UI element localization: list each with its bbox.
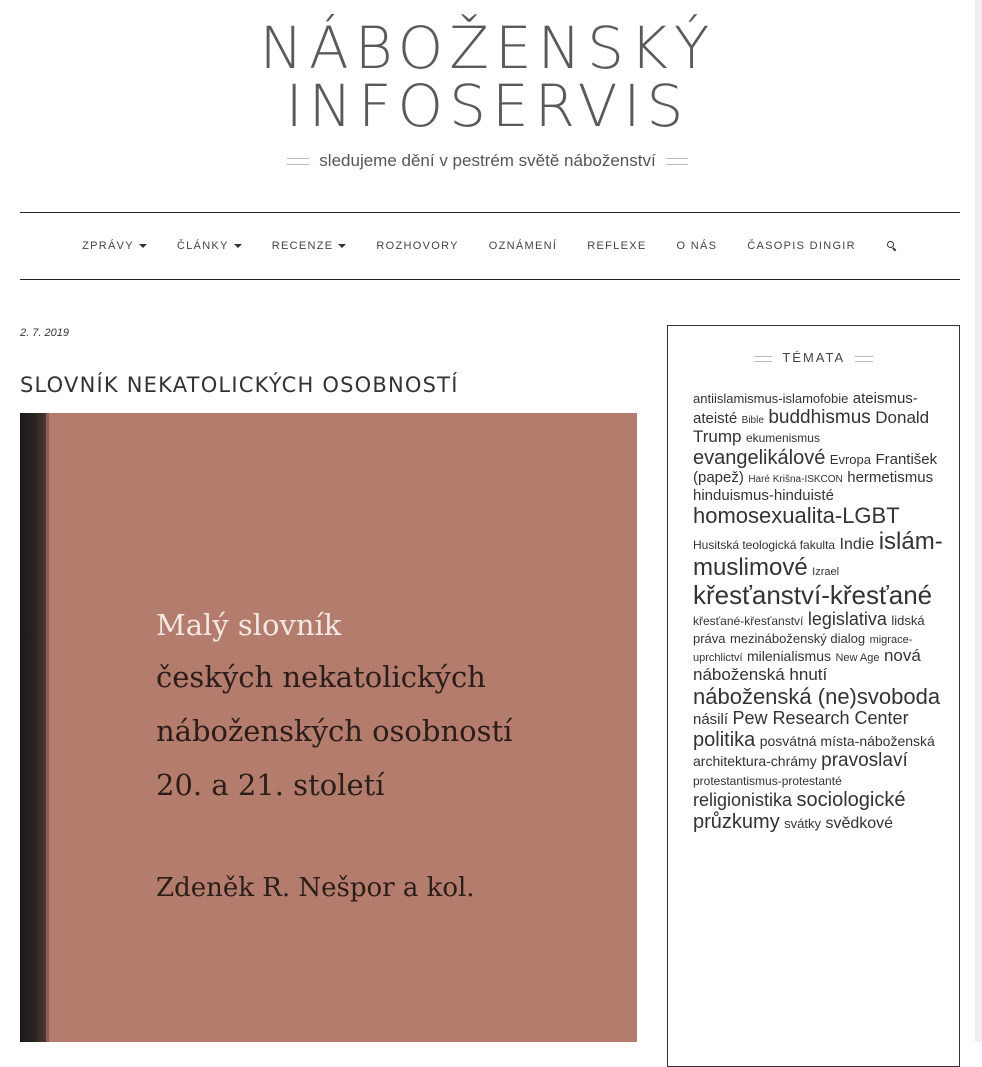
tag-link[interactable]: lidská práva xyxy=(693,612,925,646)
tag-link[interactable]: ateismus-ateisté xyxy=(693,390,918,427)
search-icon xyxy=(886,240,898,252)
tag-link[interactable]: násilí xyxy=(693,710,729,728)
site-title-line1[interactable]: NÁBOŽENSKÝ xyxy=(259,14,716,82)
tag-link[interactable]: křesťané-křesťanství xyxy=(693,613,804,628)
site-title-line2[interactable]: INFOSERVIS xyxy=(285,72,690,140)
tag-link[interactable]: Evropa xyxy=(829,452,871,468)
tag-link[interactable]: legislativa xyxy=(807,608,887,629)
nav-item-clanky[interactable] xyxy=(177,240,242,252)
nav-item-recenze[interactable] xyxy=(272,240,347,252)
tag-link[interactable]: svátky xyxy=(784,816,821,832)
tag-link[interactable]: mezináboženský dialog xyxy=(729,630,866,646)
cover-title-line1: Malý slovník xyxy=(156,608,342,642)
nav-item-label: ČLÁNKY xyxy=(176,240,229,252)
tag-link[interactable]: pravoslaví xyxy=(821,749,908,771)
tag-link[interactable]: evangelikálové xyxy=(693,447,826,470)
tag-link[interactable]: Haré Krišna-ISKCON xyxy=(748,474,843,486)
tag-link[interactable]: Bible xyxy=(741,414,764,426)
heading-decoration-right xyxy=(855,356,873,362)
site-tagline xyxy=(0,151,975,171)
cover-author: Zdeněk R. Nešpor a kol. xyxy=(156,873,475,903)
tag-link[interactable]: milenialismus xyxy=(746,648,832,665)
tag-link[interactable]: sociologické průzkumy xyxy=(693,789,906,834)
tag-link[interactable]: Indie xyxy=(839,535,875,553)
tag-link[interactable]: religionistika xyxy=(693,790,793,811)
tagline-text: sledujeme dění v pestrém světě náboženství xyxy=(319,151,656,170)
sidebar-topics-widget xyxy=(667,325,960,1067)
tag-link[interactable]: protestantismus-protestanté xyxy=(693,773,842,788)
tag-link[interactable]: antiislamismus-islamofobie xyxy=(693,391,849,406)
tag-link[interactable]: náboženská (ne)svoboda xyxy=(693,683,941,709)
tag-link[interactable]: hermetismus xyxy=(847,469,934,487)
tag-link[interactable]: Donald Trump xyxy=(693,407,930,447)
nav-item-label: ZPRÁVY xyxy=(82,240,134,252)
caret-down-icon xyxy=(338,244,346,248)
tag-link[interactable]: politika xyxy=(693,728,756,751)
nav-item-o-nas[interactable] xyxy=(677,240,718,252)
caret-down-icon xyxy=(139,244,147,248)
tag-link[interactable]: buddhismus xyxy=(768,406,871,428)
cover-title-line3: náboženských osobností xyxy=(156,714,513,748)
heading-decoration-left xyxy=(754,356,772,362)
tag-link[interactable]: posvátná místa-náboženská architektura-chrámy xyxy=(693,732,935,769)
tagline-decoration-right xyxy=(666,158,688,165)
nav-item-label: ČASOPIS DINGIR xyxy=(747,240,856,252)
tag-link[interactable]: hinduismus-hinduisté xyxy=(693,486,834,504)
tag-link[interactable]: křesťanství-křesťané xyxy=(693,580,933,611)
tag-link[interactable]: homosexualita-LGBT xyxy=(693,503,900,529)
nav-item-label: REFLEXE xyxy=(587,240,647,252)
nav-item-casopis-dingir[interactable] xyxy=(747,240,856,252)
nav-item-reflexe[interactable] xyxy=(587,240,646,252)
cover-title-line2: českých nekatolických xyxy=(156,660,486,694)
main-navigation xyxy=(20,212,960,280)
search-button[interactable] xyxy=(886,240,898,252)
tag-link[interactable]: svědkové xyxy=(825,815,894,833)
nav-item-label: RECENZE xyxy=(271,240,334,252)
nav-item-label: ROZHOVORY xyxy=(376,240,459,252)
nav-item-oznameni[interactable] xyxy=(489,240,557,252)
tag-link[interactable]: nová náboženská hnutí xyxy=(693,646,921,684)
tagline-decoration-left xyxy=(287,158,309,165)
cover-title-line4: 20. a 21. století xyxy=(156,768,385,802)
sidebar-heading xyxy=(668,350,959,365)
book-spine-edge xyxy=(46,413,49,1042)
post-title[interactable]: SLOVNÍK NEKATOLICKÝCH OSOBNOSTÍ xyxy=(20,373,459,397)
scrollbar-gutter xyxy=(975,0,982,1042)
tag-link[interactable]: New Age xyxy=(835,652,880,665)
tag-link[interactable]: František (papež) xyxy=(693,451,938,487)
nav-item-rozhovory[interactable] xyxy=(376,240,458,252)
sidebar-heading-text: TÉMATA xyxy=(782,350,845,365)
post-featured-image[interactable] xyxy=(20,413,637,1042)
tag-link[interactable]: ekumenismus xyxy=(745,431,820,446)
tag-link[interactable]: migrace-uprchlictví xyxy=(693,633,913,665)
tag-cloud xyxy=(693,390,943,833)
nav-item-label: OZNÁMENÍ xyxy=(488,240,558,252)
book-spine xyxy=(20,413,46,1042)
tag-link[interactable]: Pew Research Center xyxy=(732,707,909,728)
nav-item-label: O NÁS xyxy=(676,240,718,252)
tag-link[interactable]: islám-muslimové xyxy=(693,527,943,581)
post-date: 2. 7. 2019 xyxy=(20,327,69,339)
tag-link[interactable]: Husitská teologická fakulta xyxy=(693,537,836,552)
nav-item-zpravy[interactable] xyxy=(82,240,147,252)
caret-down-icon xyxy=(234,244,242,248)
tag-link[interactable]: Izrael xyxy=(812,565,840,578)
